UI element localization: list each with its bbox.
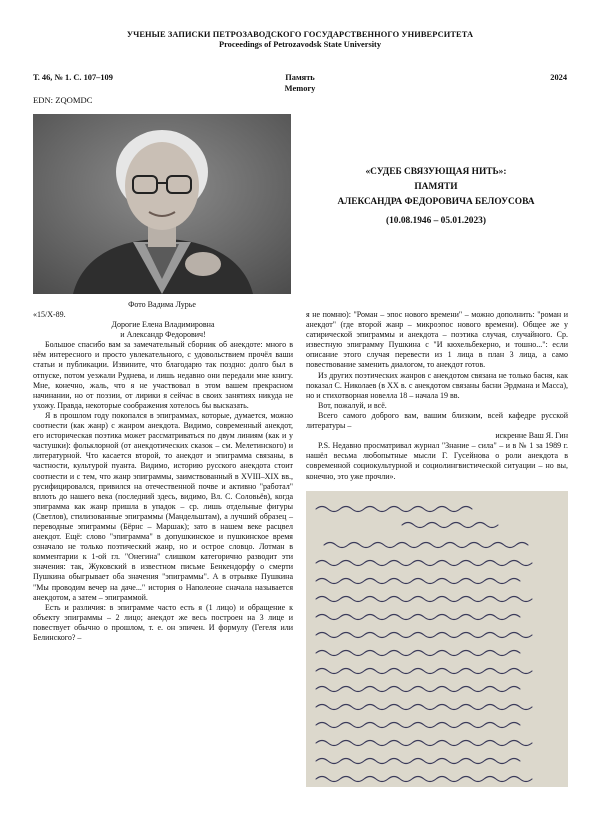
article-title bbox=[305, 165, 567, 229]
section-ru: Память bbox=[285, 73, 315, 82]
life-dates: (10.08.1946 – 05.01.2023) bbox=[386, 216, 486, 226]
letter-greeting-2: и Александр Федорович! bbox=[120, 330, 206, 340]
handwritten-letter-scan bbox=[306, 491, 568, 787]
section-en: Memory bbox=[284, 84, 316, 93]
paragraph: я не помню): "Роман – эпос нового времени" – можно дополнить: "роман и анекдот" (где второй жанр – микроэпос нового времени). Общее же у сатирической эпиграммы и анекдота – поэтика случая, случайного. Ср. известную эпиграмму Пушкина с "И кюхельбекерно, и тошно...": если описание этого случая перевести из 1 лица в план 3 лица, а само повествование заменить диалогом, то анекдот готов. bbox=[306, 310, 568, 370]
handwritten-letter-image bbox=[306, 491, 568, 787]
portrait-image bbox=[33, 114, 291, 294]
letter-greeting-1: Дорогие Елена Владимировна bbox=[111, 320, 215, 330]
paragraph: Всего самого доброго вам, вашим близким, всей кафедре русской литературы – bbox=[306, 410, 568, 431]
journal-title-en: Proceedings of Petrozavodsk State University bbox=[218, 40, 382, 49]
volume-info: Т. 46, № 1. С. 107–109 bbox=[33, 73, 113, 82]
title-line-1: «СУДЕБ СВЯЗУЮЩАЯ НИТЬ»: bbox=[365, 167, 507, 177]
letter-date: «15/Х-89. bbox=[33, 310, 66, 319]
left-column bbox=[33, 310, 293, 643]
edn-code: EDN: ZQOMDC bbox=[33, 95, 93, 105]
journal-title-ru: УЧЕНЫЕ ЗАПИСКИ ПЕТРОЗАВОДСКОГО ГОСУДАРСТВЕННОГО УНИВЕРСИТЕТА bbox=[126, 30, 474, 39]
postscript: P.S. Недавно просматривал журнал "Знание – сила" – и в № 1 за 1989 г. нашёл весьма любопытные мысли Г. Гусейнова о роли анекдота в современной социокультурной и социолингвистической ситуации – но вы, конечно, это уже прочли». bbox=[306, 441, 568, 481]
paragraph: Есть и различия: в эпиграмме часто есть я (1 лицо) и обращение к объекту эпиграммы – 2 лицо; анекдот же весь построен на 3 лице и повествует обычно о прошлом, т. е. он эпичен. И формулу (Гегеля или Белинского? – bbox=[33, 602, 293, 642]
portrait-photo bbox=[33, 114, 291, 294]
section-label bbox=[0, 72, 600, 94]
paragraph: Большое спасибо вам за замечательный сборник об анекдоте: много в нём интересного и просто увлекательного, с удовольствием прочёл ваши статьи и публикации. Извините, что благодарю так поздно: долго был в отпуске, потом уезжали Руднева, и лишь недавно они передали мне книгу. Мне, конечно, жаль, что я не участвовал в этом вашем прекрасном начинании, но от поэзии, от лирики я сейчас в своих занятиях никуда не ухожу. Правда, некоторые соображения хотелось бы высказать. bbox=[33, 340, 293, 410]
title-line-3: АЛЕКСАНДРА ФЕДОРОВИЧА БЕЛОУСОВА bbox=[337, 197, 535, 207]
paragraph: Я в прошлом году покопался в эпиграммах, которые, думается, можно соотнести (как жанр) с жанром анекдота. Видимо, современный анекдот, его историческая поэтика может рассматриваться по двум линиям (как и у частушки): фольклорной (от анекдотических сказок – см. Мелетинского) и литературной. Что касается второй, то анекдот и эпиграмма связаны, в частности, культурой пуанта. Видимо, историю русского анекдота стоит соотнести и с тем, что жанр эпиграммы, заимствованный в XVIII–XIX вв., русифицировался, привился на отечественной почве и активно "работал" вплоть до нашего века (последний здесь, видимо, Вл. С. Соловьёв), когда эпиграмма как жанр пришла в упадок – ср. лишь отдельные фигуры (Светлов), стилизованные эпиграммы (Мандельштам), а лучший образец – переводные эпиграммы (Бёрнс – Маршак); зато в нашем веке расцвел анекдот. Ещё: слово "эпиграмма" в допушкинское и пушкинское время означало не только поэтический жанр, но и острое словцо. Лотман в комментарии к 1-ой гл. "Онегина" слишком категорично разводит эти значения: так, Жуковский в известном письме Бенкендорфу о смерти Пушкина обыгрывает оба значения "эпиграммы". А в отрывке Пушкина "Мы проводим вечер на даче..." история о Наполеоне сначала называется анекдотом, а затем – эпиграммой. bbox=[33, 410, 293, 602]
photo-caption: Фото Вадима Лурье bbox=[128, 300, 196, 309]
paragraph: Из других поэтических жанров с анекдотом связана не только басня, как показал С. Николаев (в XX в. с анекдотом связаны басни Эрдмана и Масса), но и стихотворная новелла 18 – начала 19 вв. bbox=[306, 370, 568, 400]
right-column bbox=[306, 310, 568, 482]
letter-signature: искренне Ваш Я. Гин bbox=[495, 431, 568, 441]
paragraph: Вот, пожалуй, и всё. bbox=[318, 400, 387, 410]
journal-header bbox=[0, 30, 600, 49]
title-line-2: ПАМЯТИ bbox=[414, 182, 458, 192]
year: 2024 bbox=[550, 73, 567, 82]
